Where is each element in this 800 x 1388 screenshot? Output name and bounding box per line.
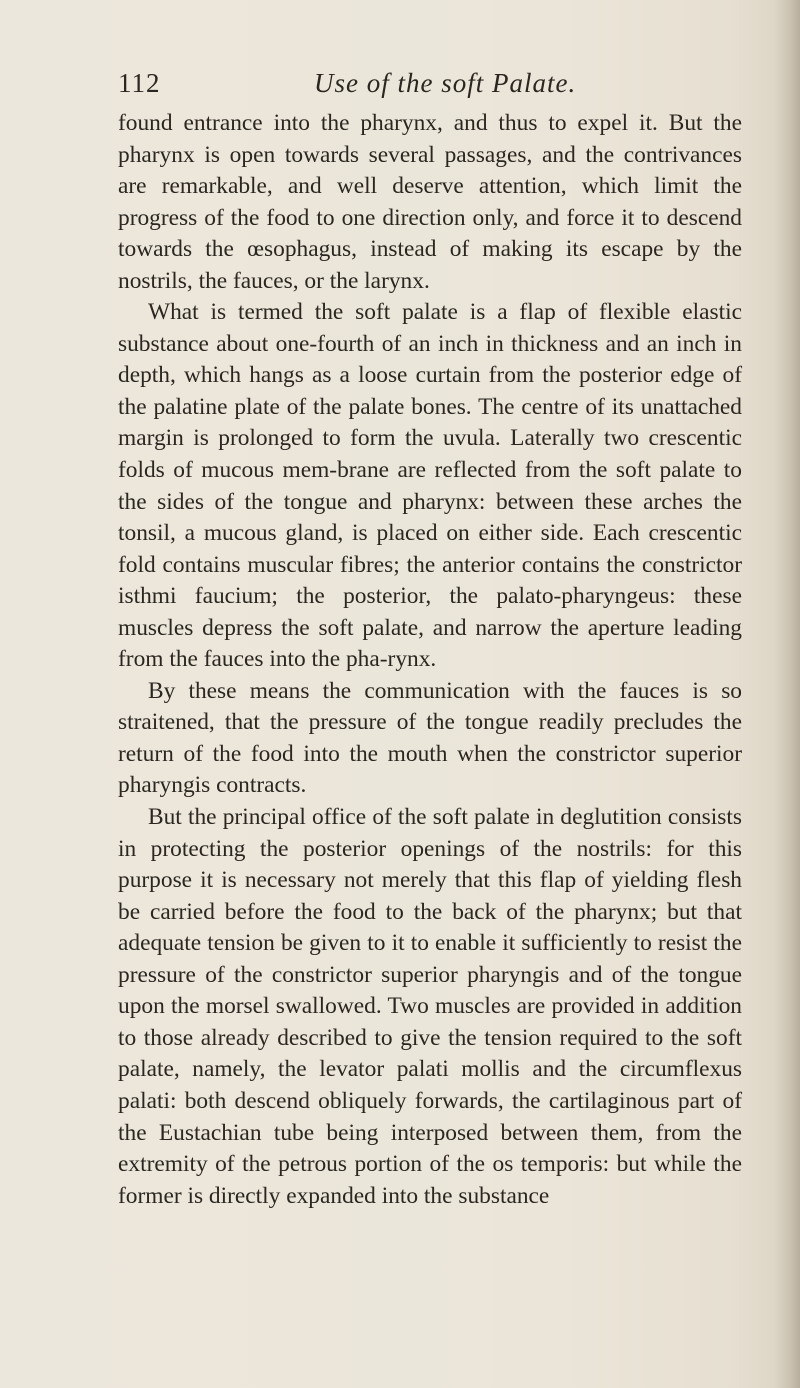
running-title: Use of the soft Palate.	[314, 68, 577, 98]
page-number: 112	[118, 68, 161, 98]
page-edge-shadow	[774, 0, 800, 1388]
paragraph-communication-straitened: By these means the communication with the fauces is so straitened, that the pressure of the tongue readily precludes the return of the food into the mouth when the constrictor superior pharyngis contracts.	[118, 677, 742, 799]
running-header	[118, 64, 758, 104]
paragraph-principal-office: But the principal office of the soft palate in deglutition consists in protecting the posterior openings of the nostrils: for this purpose it is necessary not merely that this flap of yielding flesh be carried before the food to the back of the pharynx; but that adequate tension be given to it to enable it sufficiently to resist the pressure of the constrictor superior pharyngis and of the tongue upon the morsel swallowed. Two muscles are provided in addition to those already described to give the tension required to the soft palate, namely, the levator palati mollis and the circumflexus palati: both descend obliquely forwards, the cartilaginous part of the Eustachian tube being interposed between them, from the extremity of the petrous portion of the os temporis: but while the former is directly expanded into the substance	[118, 804, 742, 1209]
body-text	[118, 108, 742, 1212]
paragraph-continued: found entrance into the pharynx, and thus to expel it. But the pharynx is open towards several passages, and the contrivances are remarkable, and well deserve attention, which limit the progress of the food to one direction only, and force it to descend towards the œsophagus, instead of making its escape by the nostrils, the fauces, or the larynx.	[118, 110, 742, 294]
paragraph-soft-palate-definition: What is termed the soft palate is a flap of flexible elastic substance about one-fourth of an inch in thickness and an inch in depth, which hangs as a loose curtain from the posterior edge of the palatine plate of the palate bones. The centre of its unattached margin is prolonged to form the uvula. Laterally two crescentic folds of mucous mem-brane are reflected from the soft palate to the sides of the tongue and pharynx: between these arches the tonsil, a mucous gland, is placed on either side. Each crescentic fold contains muscular fibres; the anterior contains the constrictor isthmi faucium; the posterior, the palato-pharyngeus: these muscles depress the soft palate, and narrow the aperture leading from the fauces into the pha-rynx.	[118, 299, 742, 673]
